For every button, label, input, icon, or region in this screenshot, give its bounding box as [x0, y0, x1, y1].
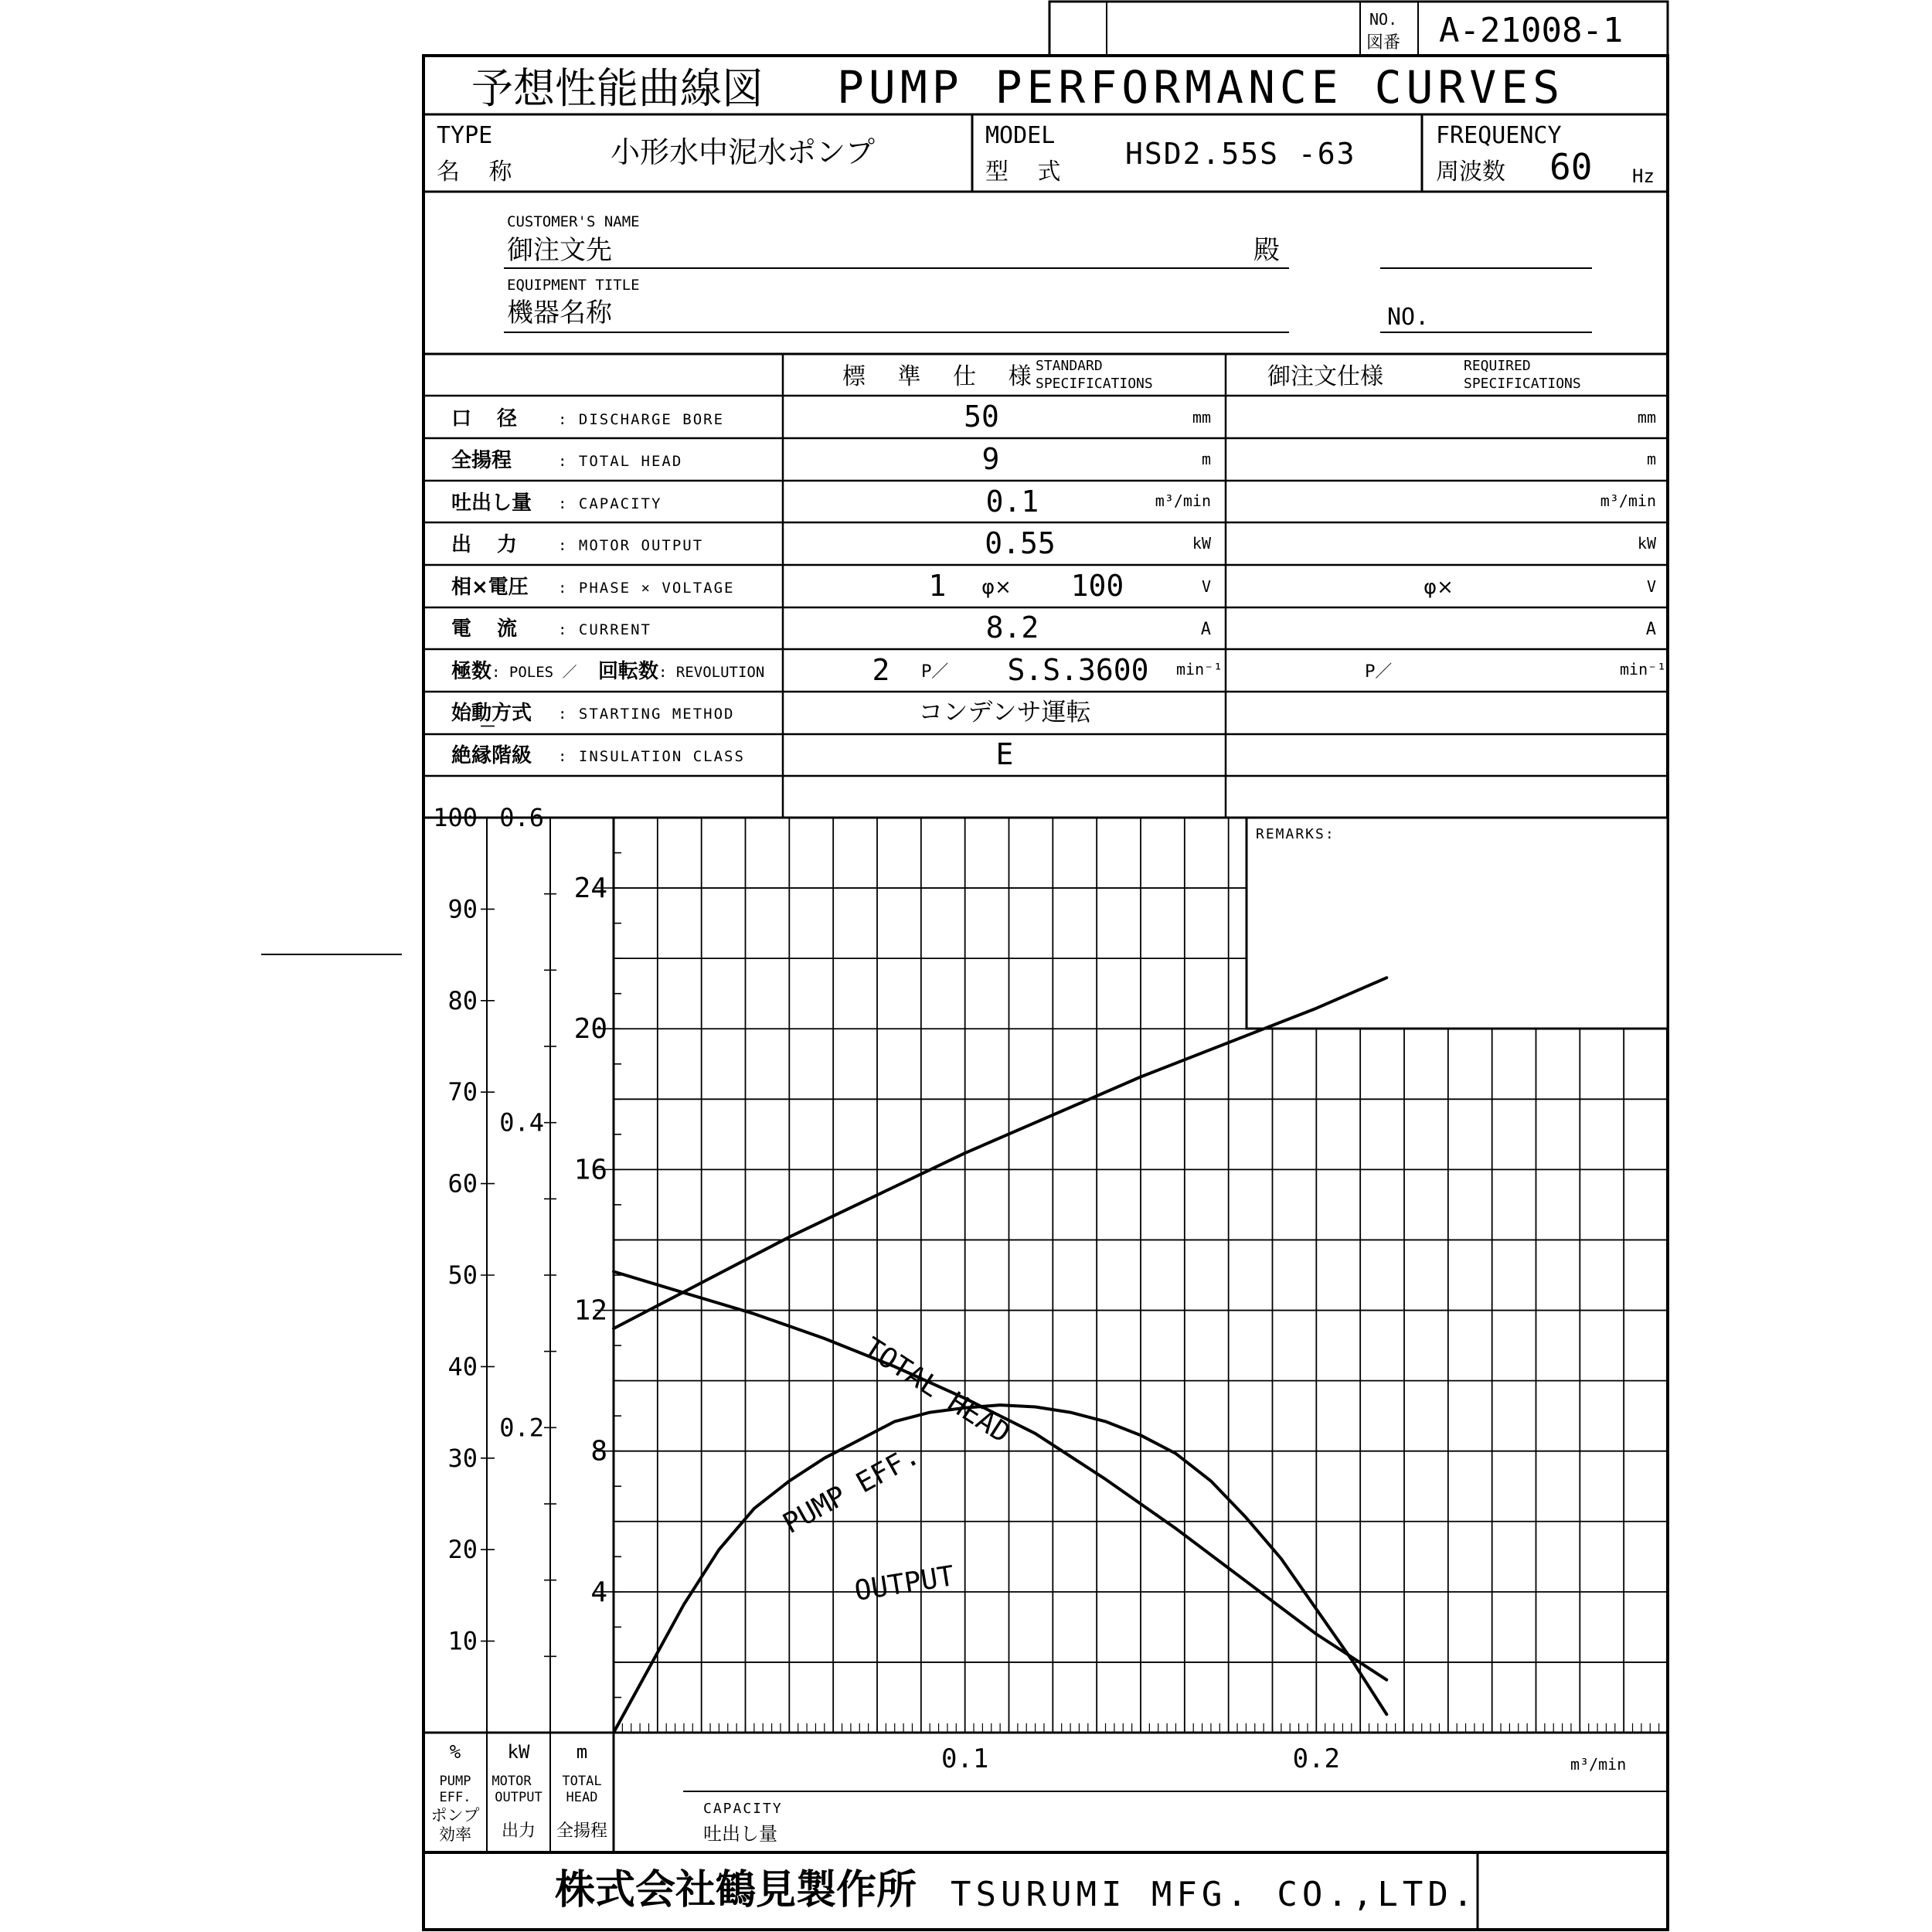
spec-label-en: : INSULATION CLASS — [558, 748, 745, 765]
type-value: 小形水中泥水ポンプ — [611, 135, 876, 169]
capacity-label-en: CAPACITY — [703, 1801, 783, 1817]
capacity-label-jp: 吐出し量 — [703, 1823, 777, 1845]
customer-label-en: CUSTOMER'S NAME — [507, 213, 640, 230]
output-curve — [614, 978, 1386, 1328]
voltage-unit: V — [1201, 577, 1211, 596]
req-voltage-unit: V — [1646, 577, 1656, 596]
eff-tick-label: 10 — [447, 1626, 478, 1656]
capacity-unit: m³/min — [1570, 1755, 1627, 1774]
frequency-label-jp: 周波数 — [1436, 158, 1505, 185]
eff-tick-label: 30 — [447, 1443, 478, 1473]
output-axis-en-1: MOTOR — [492, 1774, 532, 1789]
spec-row-total-head — [451, 442, 1656, 476]
spec-req-unit: m — [1646, 450, 1656, 468]
eff-axis-unit: % — [449, 1741, 461, 1763]
output-axis-jp: 出力 — [501, 1821, 536, 1841]
phase-symbol: φ× — [981, 576, 1012, 599]
spec-unit: kW — [1192, 534, 1211, 553]
required-spec-en-2: SPECIFICATIONS — [1464, 376, 1581, 392]
company-name-jp: 株式会社鶴見製作所 — [555, 1867, 917, 1913]
spec-label-jp: 相×電圧 — [451, 576, 529, 599]
remarks-box — [1247, 818, 1668, 1029]
standard-spec-en-2: SPECIFICATIONS — [1036, 376, 1153, 392]
spec-row-insulation-class — [451, 737, 1013, 771]
spec-unit: mm — [1192, 408, 1211, 427]
spec-label-jp: 絶縁階級 — [451, 744, 532, 767]
output-tick-label: 0.2 — [499, 1413, 544, 1443]
head-tick-label: 20 — [573, 1013, 607, 1046]
spec-row-phase-voltage — [451, 569, 1656, 603]
eff-tick-label: 60 — [447, 1168, 478, 1199]
frequency-label-en: FREQUENCY — [1436, 122, 1562, 149]
spec-label-jp: 吐出し量 — [451, 492, 532, 515]
head-axis-jp: 全揚程 — [556, 1821, 608, 1841]
frequency-unit: Hz — [1632, 165, 1655, 187]
revolution-value: S.S.3600 — [1007, 653, 1149, 687]
spec-row-current — [451, 611, 1656, 645]
spec-label-en: : STARTING METHOD — [558, 706, 735, 723]
pump-eff-curve — [614, 1405, 1386, 1733]
title-jp: 予想性能曲線図 — [471, 64, 764, 113]
pump-eff-curve-label: PUMP EFF. — [777, 1439, 925, 1540]
type-label-jp: 名 称 — [437, 158, 523, 185]
spec-req-unit: m³/min — [1600, 492, 1656, 510]
spec-label-en: : DISCHARGE BORE — [558, 411, 725, 428]
eff-tick-label: 20 — [447, 1535, 478, 1565]
revolution-label-jp: 回転数 — [598, 660, 659, 683]
standard-spec-jp: 標 準 仕 様 — [842, 363, 1044, 390]
spec-row-poles-revolution — [451, 653, 1666, 687]
head-tick-label: 12 — [573, 1294, 607, 1327]
voltage-value: 100 — [1070, 569, 1124, 603]
model-value: HSD2.55S -63 — [1125, 137, 1356, 171]
spec-label-en: : MOTOR OUTPUT — [558, 537, 704, 554]
spec-label-en: : CAPACITY — [558, 495, 662, 512]
chart-curves — [614, 978, 1386, 1733]
spec-row-discharge-bore — [451, 400, 1656, 434]
spec-label-en: : PHASE × VOLTAGE — [558, 580, 735, 597]
drawing-no-label: NO. — [1369, 10, 1398, 29]
spec-req-unit: kW — [1637, 534, 1656, 553]
standard-spec-en-1: STANDARD — [1036, 358, 1103, 374]
spec-value: 0.55 — [985, 526, 1056, 560]
model-label-jp: 型 式 — [985, 158, 1072, 185]
required-spec-jp: 御注文仕様 — [1267, 363, 1383, 390]
head-tick-label: 4 — [590, 1576, 607, 1608]
frequency-value: 60 — [1549, 146, 1593, 188]
capacity-tick-label: 0.2 — [1292, 1743, 1341, 1774]
title-en: PUMP PERFORMANCE CURVES — [837, 61, 1565, 114]
output-tick-label: 0.4 — [499, 1107, 544, 1138]
eff-axis-jp-1: ポンプ — [430, 1806, 480, 1825]
req-poles-symbol: P／ — [1365, 662, 1393, 682]
equipment-label-en: EQUIPMENT TITLE — [507, 277, 640, 294]
eff-tick-label: 40 — [447, 1352, 478, 1382]
required-spec-en-1: REQUIRED — [1464, 358, 1531, 374]
phase-value: 1 — [928, 569, 947, 603]
remarks-label: REMARKS: — [1256, 826, 1335, 842]
eff-tick-label: 50 — [447, 1260, 478, 1290]
spec-label-jp: 口 径 — [451, 407, 527, 430]
poles-label-jp: 極数 — [451, 660, 492, 683]
poles-symbol: P／ — [921, 662, 949, 682]
company-name-en: TSURUMI MFG. CO.,LTD. — [951, 1875, 1478, 1914]
drawing-no-label-jp: 図番 — [1366, 33, 1401, 53]
output-tick-label: 0.6 — [499, 803, 544, 832]
spec-row-motor-output — [451, 526, 1657, 560]
spec-req-unit: mm — [1637, 408, 1656, 427]
equipment-no-label: NO. — [1387, 304, 1430, 331]
req-current-unit: A — [1645, 620, 1656, 639]
output-axis-en-2: OUTPUT — [495, 1790, 543, 1805]
head-axis-unit: m — [576, 1741, 588, 1763]
current-unit: A — [1200, 620, 1211, 639]
req-revolution-unit: min⁻¹ — [1620, 660, 1667, 679]
revolution-label-en: : REVOLUTION — [658, 664, 765, 681]
eff-tick-label: 100 — [433, 803, 478, 832]
eff-tick-label: 90 — [447, 894, 478, 924]
eff-axis-en-2: EFF. — [439, 1790, 471, 1805]
poles-label-en: : POLES ／ — [492, 664, 577, 681]
equipment-label-jp: 機器名称 — [507, 298, 612, 328]
total-head-curve-label: TOTAL HEAD — [858, 1332, 1016, 1450]
total-head-curve — [614, 1271, 1386, 1679]
model-label-en: MODEL — [985, 122, 1056, 149]
spec-unit: m — [1201, 450, 1211, 468]
output-axis-unit: kW — [507, 1741, 530, 1763]
spec-label-jp: 電 流 — [451, 617, 527, 641]
capacity-tick-label: 0.1 — [940, 1743, 989, 1774]
spec-label-jp: 始動方式 — [451, 702, 532, 725]
revolution-unit: min⁻¹ — [1176, 660, 1223, 679]
spec-label-en: : CURRENT — [558, 621, 651, 638]
req-phase-symbol: φ× — [1423, 576, 1454, 599]
type-label-en: TYPE — [437, 122, 493, 149]
spec-label-en: : TOTAL HEAD — [558, 453, 683, 470]
starting-method-value: コンデンサ運転 — [918, 697, 1091, 726]
head-tick-label: 24 — [573, 872, 607, 905]
spec-label-jp: 全揚程 — [451, 449, 512, 472]
spec-row-starting-method — [451, 697, 1091, 726]
chart-axis-ticks — [433, 726, 1340, 1774]
poles-value: 2 — [872, 653, 890, 687]
spec-value: 9 — [981, 442, 1000, 476]
spec-value: 0.1 — [985, 485, 1039, 519]
insulation-value: E — [995, 737, 1014, 771]
head-axis-en-2: HEAD — [566, 1790, 598, 1805]
head-tick-label: 8 — [590, 1435, 607, 1468]
eff-axis-jp-2: 効率 — [439, 1825, 471, 1844]
spec-unit: m³/min — [1155, 492, 1211, 510]
drawing-number: A-21008-1 — [1439, 11, 1624, 50]
head-tick-label: 16 — [573, 1154, 607, 1186]
spec-value: 50 — [964, 400, 999, 434]
output-curve-label: OUTPUT — [852, 1560, 957, 1607]
customer-suffix: 殿 — [1253, 235, 1280, 266]
customer-label-jp: 御注文先 — [507, 235, 612, 266]
eff-axis-en-1: PUMP — [439, 1774, 471, 1789]
spec-label-jp: 出 力 — [451, 533, 527, 556]
eff-tick-label: 70 — [447, 1077, 478, 1107]
head-axis-en-1: TOTAL — [562, 1774, 602, 1789]
eff-tick-label: 80 — [447, 985, 478, 1015]
spec-row-capacity — [451, 485, 1656, 519]
current-value: 8.2 — [985, 611, 1039, 645]
